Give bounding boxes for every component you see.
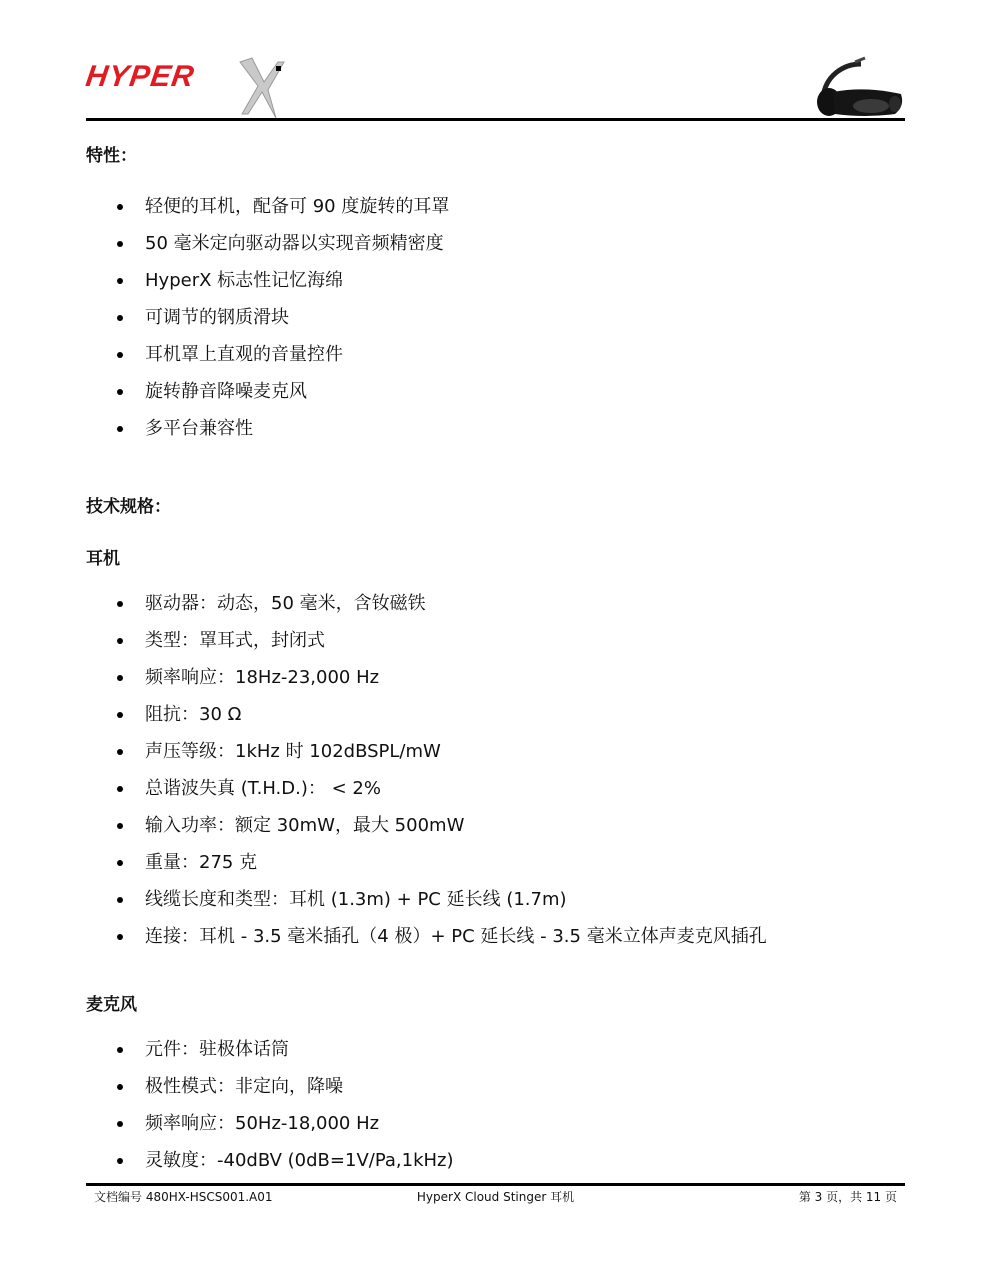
list-item: 旋转静音降噪麦克风 xyxy=(86,373,905,410)
page-number: 第 3 页，共 11 页 xyxy=(798,1190,897,1204)
headphones-heading: 耳机 xyxy=(86,549,120,569)
list-item: 重量：275 克 xyxy=(86,844,905,881)
list-item: 多平台兼容性 xyxy=(86,410,905,447)
specs-heading: 技术规格： xyxy=(86,497,171,517)
list-item: 可调节的钢质滑块 xyxy=(86,299,905,336)
list-item: 线缆长度和类型：耳机 (1.3m) + PC 延长线 (1.7m) xyxy=(86,881,905,918)
doc-number: 文档编号 480HX-HSCS001.A01 xyxy=(94,1190,273,1204)
features-list xyxy=(86,188,905,447)
headphones-spec-list xyxy=(86,585,905,955)
features-heading: 特性： xyxy=(86,146,137,166)
microphone-heading: 麦克风 xyxy=(86,995,137,1015)
list-item: 连接：耳机 - 3.5 毫米插孔（4 极）+ PC 延长线 - 3.5 毫米立体声麦克风插孔 xyxy=(86,918,905,955)
list-item: 阻抗：30 Ω xyxy=(86,696,905,733)
header-rule xyxy=(86,118,905,121)
list-item: 元件：驻极体话筒 xyxy=(86,1031,905,1068)
list-item: 灵敏度：-40dBV (0dB=1V/Pa,1kHz) xyxy=(86,1142,905,1179)
headset-icon xyxy=(815,56,905,118)
list-item: 轻便的耳机，配备可 90 度旋转的耳罩 xyxy=(86,188,905,225)
list-item: 输入功率：额定 30mW，最大 500mW xyxy=(86,807,905,844)
list-item: 类型：罩耳式，封闭式 xyxy=(86,622,905,659)
page-footer xyxy=(86,1188,905,1206)
microphone-spec-list xyxy=(86,1031,905,1179)
list-item: 声压等级：1kHz 时 102dBSPL/mW xyxy=(86,733,905,770)
list-item: 50 毫米定向驱动器以实现音频精密度 xyxy=(86,225,905,262)
list-item: 总谐波失真 (T.H.D.)： < 2% xyxy=(86,770,905,807)
list-item: 耳机罩上直观的音量控件 xyxy=(86,336,905,373)
list-item: HyperX 标志性记忆海绵 xyxy=(86,262,905,299)
hyperx-x-icon xyxy=(236,56,286,118)
list-item: 驱动器：动态，50 毫米，含钕磁铁 xyxy=(86,585,905,622)
list-item: 频率响应：50Hz-18,000 Hz xyxy=(86,1105,905,1142)
document-body xyxy=(86,140,905,1179)
footer-product-name: HyperX Cloud Stinger 耳机 xyxy=(416,1190,575,1204)
page-header xyxy=(83,52,905,122)
footer-rule xyxy=(86,1183,905,1186)
list-item: 极性模式：非定向，降噪 xyxy=(86,1068,905,1105)
list-item: 频率响应：18Hz-23,000 Hz xyxy=(86,659,905,696)
logo-wordmark: HYPER xyxy=(83,60,197,93)
